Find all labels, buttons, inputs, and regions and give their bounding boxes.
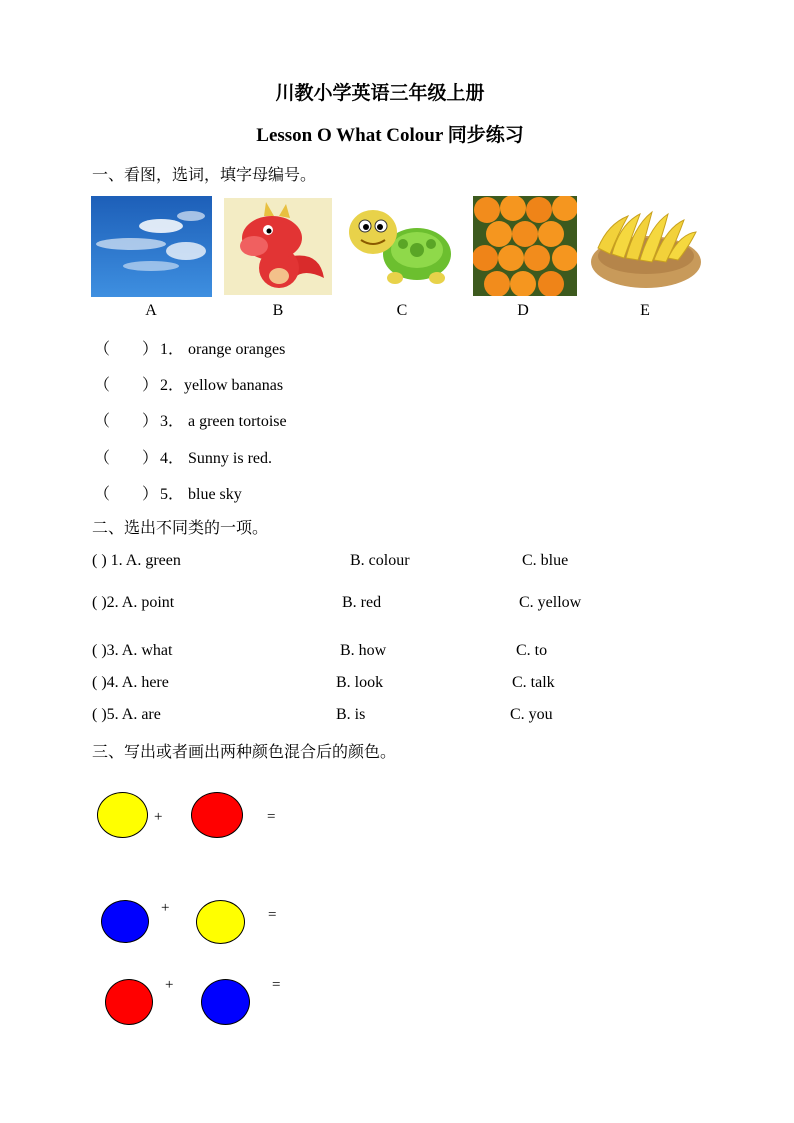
equals-sign: =: [268, 907, 277, 923]
yellow-circle: [97, 792, 148, 838]
plus-sign: +: [165, 977, 174, 993]
green-tortoise-picture: [345, 196, 458, 290]
question-option-b: B. is: [336, 706, 366, 723]
item-text: 3． a green tortoise: [160, 413, 287, 430]
yellow-circle: [196, 900, 245, 944]
question-option-b: B. red: [342, 594, 382, 611]
section-1-heading: 一、看图，选词，填字母编号。: [92, 167, 317, 184]
question-option-c: C. talk: [512, 674, 555, 691]
blue-circle: [201, 979, 250, 1025]
plus-sign: +: [161, 900, 170, 916]
question-option-c: C. blue: [522, 552, 569, 569]
question-option-a: ( )4. A. here: [92, 674, 169, 691]
answer-blank[interactable]: （ ）: [94, 413, 159, 430]
question-option-a: ( ) 1. A. green: [92, 552, 181, 569]
item-text: 2．yellow bananas: [160, 377, 284, 394]
picture-label-d: D: [517, 302, 529, 319]
question-option-a: ( )5. A. are: [92, 706, 161, 723]
page-subtitle: Lesson O What Colour 同步练习: [256, 125, 524, 146]
bananas-picture: [588, 204, 704, 294]
red-circle: [191, 792, 243, 838]
picture-label-c: C: [396, 302, 408, 319]
question-option-c: C. you: [510, 706, 553, 723]
item-text: 4． Sunny is red.: [160, 450, 273, 467]
question-option-a: ( )3. A. what: [92, 642, 173, 659]
equals-sign: =: [267, 809, 276, 825]
picture-label-b: B: [272, 302, 284, 319]
question-option-c: C. to: [516, 642, 548, 659]
picture-label-a: A: [145, 302, 157, 319]
section-2-heading: 二、选出不同类的一项。: [92, 520, 269, 537]
item-text: 5． blue sky: [160, 486, 242, 503]
answer-blank[interactable]: （ ）: [94, 341, 159, 358]
question-option-a: ( )2. A. point: [92, 594, 175, 611]
section-3-heading: 三、写出或者画出两种颜色混合后的颜色。: [92, 744, 397, 761]
question-option-b: B. how: [340, 642, 387, 659]
question-option-b: B. colour: [350, 552, 410, 569]
question-option-b: B. look: [336, 674, 384, 691]
answer-blank[interactable]: （ ）: [94, 450, 159, 467]
red-circle: [105, 979, 153, 1025]
item-text: 1． orange oranges: [160, 341, 286, 358]
page-title: 川教小学英语三年级上册: [275, 83, 485, 104]
red-dragon-picture: [224, 198, 332, 295]
question-option-c: C. yellow: [519, 594, 582, 611]
picture-label-e: E: [640, 302, 650, 319]
answer-blank[interactable]: （ ）: [94, 377, 159, 394]
blue-circle: [101, 900, 149, 943]
equals-sign: =: [272, 977, 281, 993]
answer-blank[interactable]: （ ）: [94, 486, 159, 503]
oranges-picture: [473, 196, 577, 296]
plus-sign: +: [154, 809, 163, 825]
sky-picture: [91, 196, 212, 297]
